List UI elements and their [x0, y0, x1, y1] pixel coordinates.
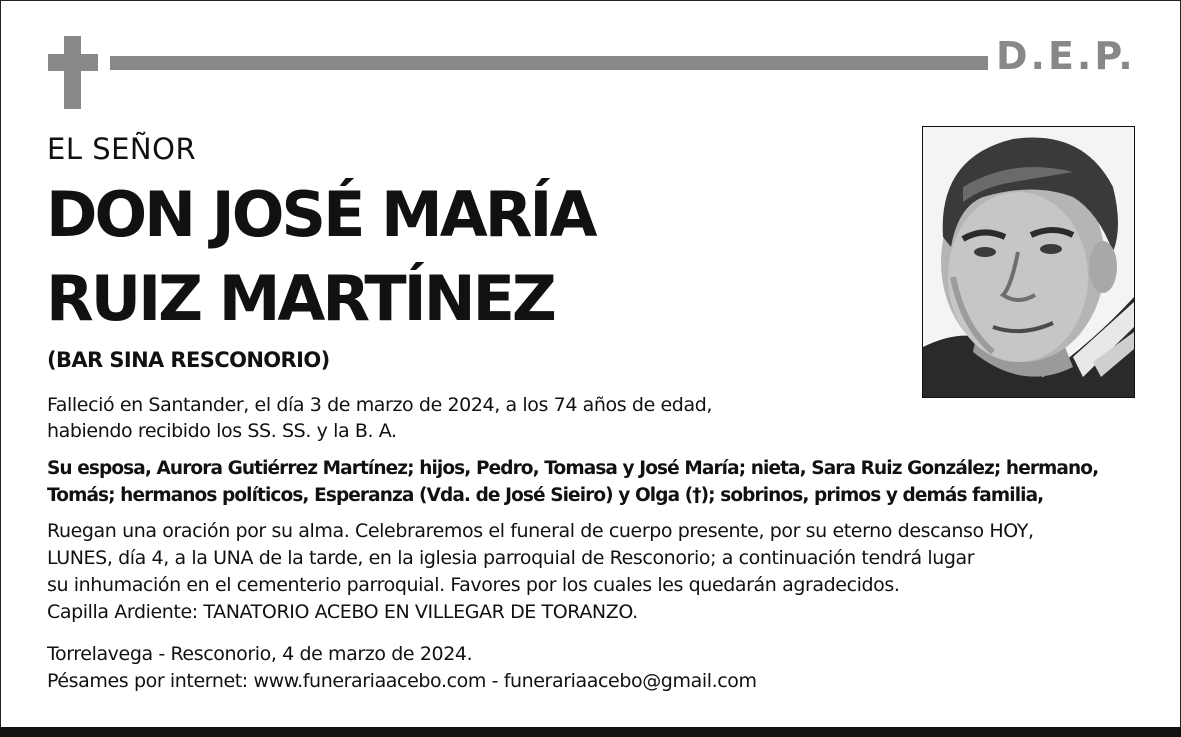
- family-line: Su esposa, Aurora Gutiérrez Martínez; hijos, Pedro, Tomasa y José María; nieta, Sara Ruiz González; hermano,: [47, 458, 1099, 479]
- family-line: Tomás; hermanos políticos, Esperanza (Vda. de José Sieiro) y Olga (†); sobrinos, primos y demás familia,: [47, 485, 1044, 506]
- nickname: (BAR SINA RESCONORIO): [47, 348, 330, 372]
- deceased-photo: [922, 126, 1135, 398]
- funeral-line: su inhumación en el cementerio parroquial. Favores por los cuales les quedarán agradecidos.: [47, 574, 900, 596]
- date-place-line: Torrelavega - Resconorio, 4 de marzo de 2024.: [47, 643, 473, 665]
- chapel-line: Capilla Ardiente: TANATORIO ACEBO EN VILLEGAR DE TORANZO.: [47, 601, 638, 623]
- dep-label: D.E.P.: [996, 34, 1136, 78]
- funeral-line: LUNES, día 4, a la UNA de la tarde, en la iglesia parroquial de Resconorio; a continuación tendrá lugar: [47, 547, 975, 569]
- portrait-image: [923, 127, 1134, 397]
- condolences-line: Pésames por internet: www.funerariaacebo.com - funerariaacebo@gmail.com: [47, 670, 757, 692]
- deceased-name-line2: RUIZ MARTÍNEZ: [46, 262, 554, 335]
- funeral-line: Ruegan una oración por su alma. Celebraremos el funeral de cuerpo presente, por su eterno descanso HOY,: [47, 520, 1034, 542]
- bottom-border: [0, 727, 1181, 737]
- deceased-name-line1: DON JOSÉ MARÍA: [46, 178, 595, 251]
- cross-icon: [64, 36, 81, 109]
- honorific: EL SEÑOR: [47, 132, 197, 166]
- cross-icon-arm: [48, 54, 98, 71]
- death-notice-line: habiendo recibido los SS. SS. y la B. A.: [47, 420, 397, 442]
- death-notice-line: Falleció en Santander, el día 3 de marzo de 2024, a los 74 años de edad,: [47, 394, 712, 416]
- header-rule: [110, 56, 988, 70]
